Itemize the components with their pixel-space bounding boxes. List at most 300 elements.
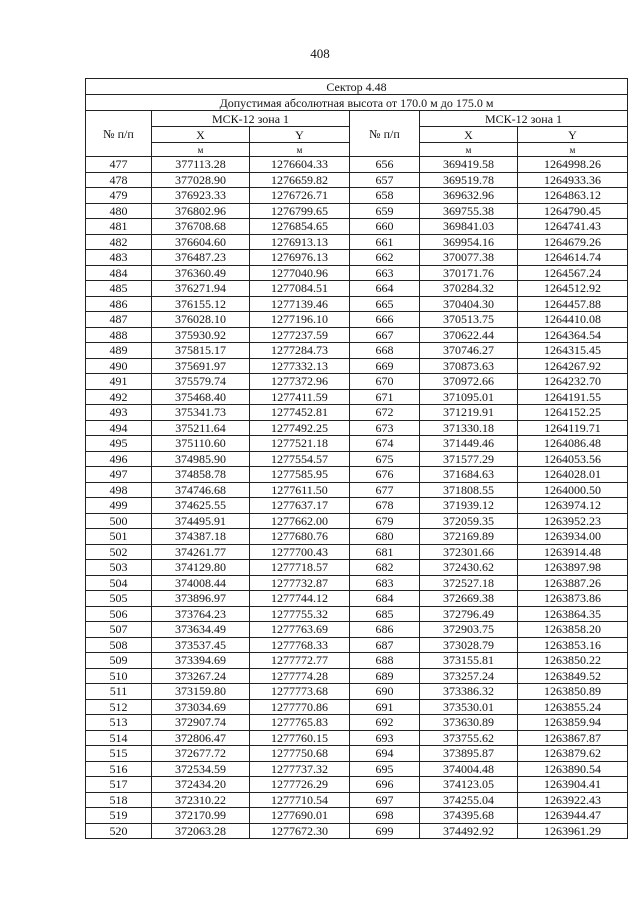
right-y-value: 1263850.89	[518, 684, 628, 700]
left-point-number: 484	[86, 265, 152, 281]
left-y-value: 1277718.57	[250, 560, 350, 576]
left-x-value: 373764.23	[152, 606, 250, 622]
table-row	[86, 219, 628, 235]
left-x-value: 377028.90	[152, 172, 250, 188]
left-x-value: 376604.60	[152, 234, 250, 250]
right-y-value: 1264000.50	[518, 482, 628, 498]
left-point-number: 493	[86, 405, 152, 421]
left-x-value: 372063.28	[152, 823, 250, 839]
right-x-value: 372059.35	[420, 513, 518, 529]
right-y-unit: м	[518, 143, 628, 157]
right-point-number: 687	[350, 637, 420, 653]
left-y-value: 1277332.13	[250, 358, 350, 374]
left-point-number: 510	[86, 668, 152, 684]
right-point-number: 669	[350, 358, 420, 374]
right-point-number: 672	[350, 405, 420, 421]
right-y-value: 1263934.00	[518, 529, 628, 545]
left-point-number: 498	[86, 482, 152, 498]
left-point-number: 506	[86, 606, 152, 622]
right-y-header: Y	[518, 127, 628, 143]
right-x-value: 370404.30	[420, 296, 518, 312]
left-point-number: 479	[86, 188, 152, 204]
right-y-value: 1263850.22	[518, 653, 628, 669]
right-y-value: 1264152.25	[518, 405, 628, 421]
left-x-value: 373634.49	[152, 622, 250, 638]
right-x-value: 372903.75	[420, 622, 518, 638]
left-point-number: 487	[86, 312, 152, 328]
left-y-value: 1277411.59	[250, 389, 350, 405]
right-x-value: 374004.48	[420, 761, 518, 777]
left-y-value: 1277040.96	[250, 265, 350, 281]
right-point-number: 692	[350, 715, 420, 731]
table-row	[86, 529, 628, 545]
coordinates-table	[85, 78, 628, 839]
left-y-value: 1276913.13	[250, 234, 350, 250]
left-x-header: X	[152, 127, 250, 143]
left-number-header: № п/п	[86, 111, 152, 157]
right-x-value: 369632.96	[420, 188, 518, 204]
left-point-number: 519	[86, 808, 152, 824]
left-zone-header: МСК-12 зона 1	[152, 111, 350, 127]
right-y-value: 1264863.12	[518, 188, 628, 204]
table-row	[86, 374, 628, 390]
right-y-value: 1264741.43	[518, 219, 628, 235]
left-y-value: 1277452.81	[250, 405, 350, 421]
left-x-value: 374008.44	[152, 575, 250, 591]
right-point-number: 659	[350, 203, 420, 219]
right-y-value: 1264457.88	[518, 296, 628, 312]
right-x-value: 374492.92	[420, 823, 518, 839]
right-point-number: 662	[350, 250, 420, 266]
table-row	[86, 653, 628, 669]
left-y-value: 1277672.30	[250, 823, 350, 839]
left-point-number: 518	[86, 792, 152, 808]
table-row	[86, 746, 628, 762]
left-point-number: 494	[86, 420, 152, 436]
right-y-value: 1263853.16	[518, 637, 628, 653]
table-row	[86, 823, 628, 839]
table-row	[86, 622, 628, 638]
page-number: 408	[310, 46, 330, 61]
right-point-number: 656	[350, 157, 420, 173]
left-point-number: 482	[86, 234, 152, 250]
left-point-number: 480	[86, 203, 152, 219]
right-y-value: 1264086.48	[518, 436, 628, 452]
right-x-value: 370513.75	[420, 312, 518, 328]
right-x-value: 373630.89	[420, 715, 518, 731]
left-x-value: 375110.60	[152, 436, 250, 452]
left-x-value: 375211.64	[152, 420, 250, 436]
left-y-value: 1277773.68	[250, 684, 350, 700]
left-x-value: 375691.97	[152, 358, 250, 374]
right-y-value: 1263887.26	[518, 575, 628, 591]
table-row	[86, 265, 628, 281]
right-x-value: 371095.01	[420, 389, 518, 405]
left-y-value: 1277196.10	[250, 312, 350, 328]
left-y-value: 1277690.01	[250, 808, 350, 824]
left-x-value: 372806.47	[152, 730, 250, 746]
right-x-value: 370077.38	[420, 250, 518, 266]
right-x-value: 373386.32	[420, 684, 518, 700]
right-y-value: 1263873.86	[518, 591, 628, 607]
left-y-value: 1277372.96	[250, 374, 350, 390]
left-point-number: 491	[86, 374, 152, 390]
right-point-number: 675	[350, 451, 420, 467]
table-row	[86, 203, 628, 219]
left-point-number: 503	[86, 560, 152, 576]
right-x-value: 370171.76	[420, 265, 518, 281]
left-point-number: 488	[86, 327, 152, 343]
right-number-header: № п/п	[350, 111, 420, 157]
left-x-value: 374858.78	[152, 467, 250, 483]
left-x-value: 374495.91	[152, 513, 250, 529]
right-y-value: 1264998.26	[518, 157, 628, 173]
right-point-number: 690	[350, 684, 420, 700]
left-x-value: 377113.28	[152, 157, 250, 173]
table-row	[86, 389, 628, 405]
right-x-value: 370284.32	[420, 281, 518, 297]
left-point-number: 508	[86, 637, 152, 653]
right-y-value: 1264028.01	[518, 467, 628, 483]
right-x-value: 370873.63	[420, 358, 518, 374]
left-x-value: 374129.80	[152, 560, 250, 576]
left-point-number: 499	[86, 498, 152, 514]
table-row	[86, 699, 628, 715]
table-row	[86, 405, 628, 421]
right-y-value: 1264512.92	[518, 281, 628, 297]
right-point-number: 658	[350, 188, 420, 204]
left-point-number: 509	[86, 653, 152, 669]
left-x-value: 372170.99	[152, 808, 250, 824]
right-point-number: 664	[350, 281, 420, 297]
left-x-value: 374261.77	[152, 544, 250, 560]
right-point-number: 677	[350, 482, 420, 498]
table-row	[86, 343, 628, 359]
table-row	[86, 668, 628, 684]
table-row	[86, 312, 628, 328]
right-point-number: 679	[350, 513, 420, 529]
left-point-number: 490	[86, 358, 152, 374]
left-x-value: 373034.69	[152, 699, 250, 715]
right-zone-header: МСК-12 зона 1	[420, 111, 628, 127]
table-row	[86, 575, 628, 591]
left-point-number: 481	[86, 219, 152, 235]
right-point-number: 698	[350, 808, 420, 824]
table-row	[86, 591, 628, 607]
table-row	[86, 358, 628, 374]
table-row	[86, 684, 628, 700]
table-row	[86, 606, 628, 622]
table-row	[86, 544, 628, 560]
left-y-value: 1276726.71	[250, 188, 350, 204]
right-point-number: 661	[350, 234, 420, 250]
left-y-value: 1277284.73	[250, 343, 350, 359]
left-x-value: 373537.45	[152, 637, 250, 653]
right-x-value: 370972.66	[420, 374, 518, 390]
left-y-value: 1277237.59	[250, 327, 350, 343]
right-y-value: 1264119.71	[518, 420, 628, 436]
right-point-number: 665	[350, 296, 420, 312]
left-y-value: 1277732.87	[250, 575, 350, 591]
left-point-number: 500	[86, 513, 152, 529]
left-x-value: 374625.55	[152, 498, 250, 514]
right-x-value: 369954.16	[420, 234, 518, 250]
right-x-value: 374255.04	[420, 792, 518, 808]
left-y-value: 1277737.32	[250, 761, 350, 777]
right-x-value: 372430.62	[420, 560, 518, 576]
left-point-number: 483	[86, 250, 152, 266]
right-x-unit: м	[420, 143, 518, 157]
table-body	[86, 157, 628, 839]
table-row	[86, 436, 628, 452]
right-y-value: 1263897.98	[518, 560, 628, 576]
left-point-number: 492	[86, 389, 152, 405]
table-row	[86, 157, 628, 173]
right-y-value: 1264933.36	[518, 172, 628, 188]
left-y-value: 1277585.95	[250, 467, 350, 483]
table-row	[86, 234, 628, 250]
left-x-value: 375341.73	[152, 405, 250, 421]
left-y-value: 1277744.12	[250, 591, 350, 607]
left-point-number: 516	[86, 761, 152, 777]
right-point-number: 683	[350, 575, 420, 591]
left-point-number: 511	[86, 684, 152, 700]
left-x-value: 372310.22	[152, 792, 250, 808]
right-x-value: 373028.79	[420, 637, 518, 653]
table-row	[86, 250, 628, 266]
right-y-value: 1263914.48	[518, 544, 628, 560]
table-row	[86, 560, 628, 576]
left-y-value: 1277755.32	[250, 606, 350, 622]
right-y-value: 1263904.41	[518, 777, 628, 793]
left-y-value: 1277521.18	[250, 436, 350, 452]
right-y-value: 1263922.43	[518, 792, 628, 808]
left-x-value: 376487.23	[152, 250, 250, 266]
right-x-value: 372527.18	[420, 575, 518, 591]
left-y-value: 1277763.69	[250, 622, 350, 638]
table-row	[86, 792, 628, 808]
left-y-value: 1277770.86	[250, 699, 350, 715]
right-x-value: 369755.38	[420, 203, 518, 219]
left-x-value: 372677.72	[152, 746, 250, 762]
right-x-value: 369841.03	[420, 219, 518, 235]
left-point-number: 496	[86, 451, 152, 467]
left-point-number: 501	[86, 529, 152, 545]
left-point-number: 507	[86, 622, 152, 638]
right-point-number: 693	[350, 730, 420, 746]
left-point-number: 489	[86, 343, 152, 359]
right-point-number: 699	[350, 823, 420, 839]
table-row	[86, 498, 628, 514]
table-row	[86, 467, 628, 483]
left-x-value: 372434.20	[152, 777, 250, 793]
right-y-value: 1263855.24	[518, 699, 628, 715]
right-x-value: 371939.12	[420, 498, 518, 514]
table-row	[86, 327, 628, 343]
right-x-value: 371330.18	[420, 420, 518, 436]
left-x-value: 376271.94	[152, 281, 250, 297]
right-x-header: X	[420, 127, 518, 143]
right-point-number: 695	[350, 761, 420, 777]
left-y-value: 1277139.46	[250, 296, 350, 312]
right-point-number: 678	[350, 498, 420, 514]
table-row	[86, 188, 628, 204]
left-y-value: 1277765.83	[250, 715, 350, 731]
right-x-value: 369519.78	[420, 172, 518, 188]
left-point-number: 478	[86, 172, 152, 188]
right-y-value: 1263867.87	[518, 730, 628, 746]
table-row	[86, 730, 628, 746]
right-point-number: 670	[350, 374, 420, 390]
left-y-value: 1276799.65	[250, 203, 350, 219]
right-point-number: 680	[350, 529, 420, 545]
left-x-value: 373159.80	[152, 684, 250, 700]
left-x-unit: м	[152, 143, 250, 157]
right-y-value: 1263961.29	[518, 823, 628, 839]
table-row	[86, 637, 628, 653]
right-x-value: 370622.44	[420, 327, 518, 343]
left-x-value: 372907.74	[152, 715, 250, 731]
left-point-number: 512	[86, 699, 152, 715]
left-y-value: 1277774.28	[250, 668, 350, 684]
right-y-value: 1264410.08	[518, 312, 628, 328]
right-x-value: 372301.66	[420, 544, 518, 560]
table-row	[86, 761, 628, 777]
right-point-number: 657	[350, 172, 420, 188]
table-row	[86, 482, 628, 498]
right-point-number: 686	[350, 622, 420, 638]
right-y-value: 1263864.35	[518, 606, 628, 622]
table-row	[86, 451, 628, 467]
right-y-value: 1264315.45	[518, 343, 628, 359]
left-x-value: 376155.12	[152, 296, 250, 312]
left-x-value: 375815.17	[152, 343, 250, 359]
right-x-value: 373895.87	[420, 746, 518, 762]
right-point-number: 668	[350, 343, 420, 359]
right-point-number: 673	[350, 420, 420, 436]
right-x-value: 372796.49	[420, 606, 518, 622]
left-x-value: 375930.92	[152, 327, 250, 343]
right-x-value: 373257.24	[420, 668, 518, 684]
right-y-value: 1264567.24	[518, 265, 628, 281]
left-x-value: 376802.96	[152, 203, 250, 219]
left-y-value: 1277662.00	[250, 513, 350, 529]
right-y-value: 1263890.54	[518, 761, 628, 777]
right-y-value: 1264614.74	[518, 250, 628, 266]
left-x-value: 376708.68	[152, 219, 250, 235]
right-point-number: 666	[350, 312, 420, 328]
sector-title: Сектор 4.48	[86, 79, 628, 95]
table-row	[86, 420, 628, 436]
left-y-value: 1277492.25	[250, 420, 350, 436]
left-y-value: 1276659.82	[250, 172, 350, 188]
right-x-value: 371219.91	[420, 405, 518, 421]
right-point-number: 660	[350, 219, 420, 235]
table-row	[86, 777, 628, 793]
left-y-header: Y	[250, 127, 350, 143]
right-y-value: 1264790.45	[518, 203, 628, 219]
right-point-number: 667	[350, 327, 420, 343]
right-x-value: 374123.05	[420, 777, 518, 793]
left-point-number: 497	[86, 467, 152, 483]
left-y-value: 1276604.33	[250, 157, 350, 173]
left-x-value: 376028.10	[152, 312, 250, 328]
right-y-value: 1263858.20	[518, 622, 628, 638]
right-y-value: 1263849.52	[518, 668, 628, 684]
left-point-number: 520	[86, 823, 152, 839]
left-x-value: 374985.90	[152, 451, 250, 467]
right-y-value: 1264191.55	[518, 389, 628, 405]
right-y-value: 1264364.54	[518, 327, 628, 343]
left-point-number: 486	[86, 296, 152, 312]
left-y-value: 1277710.54	[250, 792, 350, 808]
left-y-value: 1277700.43	[250, 544, 350, 560]
right-point-number: 697	[350, 792, 420, 808]
right-x-value: 372669.38	[420, 591, 518, 607]
right-x-value: 371449.46	[420, 436, 518, 452]
right-point-number: 685	[350, 606, 420, 622]
height-caption: Допустимая абсолютная высота от 170.0 м до 175.0 м	[86, 95, 628, 111]
left-y-value: 1277554.57	[250, 451, 350, 467]
right-x-value: 369419.58	[420, 157, 518, 173]
left-y-value: 1277680.76	[250, 529, 350, 545]
right-x-value: 371808.55	[420, 482, 518, 498]
right-point-number: 688	[350, 653, 420, 669]
right-point-number: 684	[350, 591, 420, 607]
left-y-value: 1276976.13	[250, 250, 350, 266]
right-point-number: 689	[350, 668, 420, 684]
right-point-number: 696	[350, 777, 420, 793]
left-point-number: 504	[86, 575, 152, 591]
left-point-number: 505	[86, 591, 152, 607]
right-point-number: 691	[350, 699, 420, 715]
right-x-value: 372169.89	[420, 529, 518, 545]
right-point-number: 671	[350, 389, 420, 405]
left-x-value: 374387.18	[152, 529, 250, 545]
left-y-unit: м	[250, 143, 350, 157]
left-y-value: 1277611.50	[250, 482, 350, 498]
left-point-number: 502	[86, 544, 152, 560]
left-y-value: 1277768.33	[250, 637, 350, 653]
right-x-value: 374395.68	[420, 808, 518, 824]
right-point-number: 674	[350, 436, 420, 452]
right-x-value: 373755.62	[420, 730, 518, 746]
left-x-value: 376923.33	[152, 188, 250, 204]
right-x-value: 370746.27	[420, 343, 518, 359]
right-point-number: 663	[350, 265, 420, 281]
right-y-value: 1263944.47	[518, 808, 628, 824]
right-y-value: 1263952.23	[518, 513, 628, 529]
left-y-value: 1277637.17	[250, 498, 350, 514]
left-y-value: 1277084.51	[250, 281, 350, 297]
left-point-number: 495	[86, 436, 152, 452]
left-y-value: 1277760.15	[250, 730, 350, 746]
left-point-number: 517	[86, 777, 152, 793]
left-point-number: 514	[86, 730, 152, 746]
table-row	[86, 513, 628, 529]
table-row	[86, 296, 628, 312]
left-x-value: 372534.59	[152, 761, 250, 777]
right-point-number: 682	[350, 560, 420, 576]
left-x-value: 375579.74	[152, 374, 250, 390]
left-point-number: 513	[86, 715, 152, 731]
right-x-value: 373530.01	[420, 699, 518, 715]
right-point-number: 694	[350, 746, 420, 762]
right-point-number: 676	[350, 467, 420, 483]
table-row	[86, 715, 628, 731]
left-point-number: 477	[86, 157, 152, 173]
right-x-value: 371577.29	[420, 451, 518, 467]
